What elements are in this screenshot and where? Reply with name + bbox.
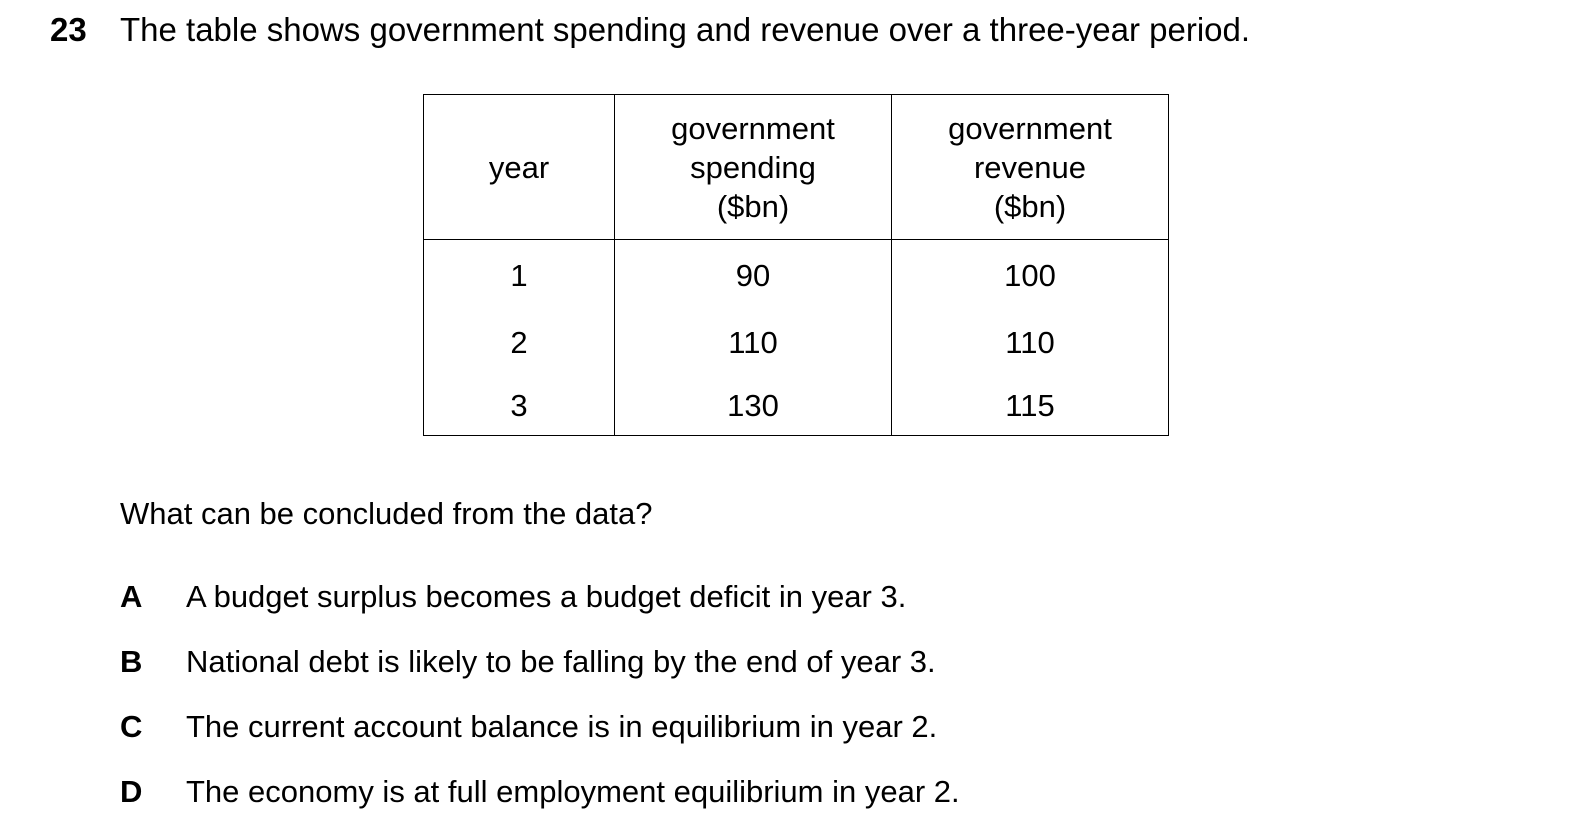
cell-revenue: 115: [892, 375, 1169, 436]
spending-revenue-table: [423, 94, 1169, 436]
table-row: [424, 375, 1169, 436]
option-letter: C: [120, 709, 143, 744]
option-text: National debt is likely to be falling by the end of year 3.: [186, 644, 936, 679]
header-year: [424, 95, 615, 240]
table-header-row: [424, 95, 1169, 240]
cell-year: 3: [424, 375, 615, 436]
header-spending-line-3: ($bn): [716, 188, 790, 224]
option-letter: A: [120, 579, 143, 614]
cell-spending: 90: [615, 240, 892, 311]
header-government-spending: [615, 95, 892, 240]
header-revenue-line-1: government: [948, 110, 1112, 146]
option-letter: B: [120, 644, 143, 679]
question-number: 23: [50, 11, 87, 48]
option-text: The economy is at full employment equilibrium in year 2.: [186, 774, 960, 809]
cell-year: 1: [424, 240, 615, 311]
question-prompt: What can be concluded from the data?: [120, 496, 653, 531]
cell-spending: 130: [615, 375, 892, 436]
question-stem: The table shows government spending and revenue over a three-year period.: [120, 11, 1251, 48]
option-text: A budget surplus becomes a budget deficit in year 3.: [186, 579, 907, 614]
cell-year: 2: [424, 310, 615, 375]
header-revenue-line-2: revenue: [973, 149, 1087, 185]
header-spending-line-2: spending: [690, 149, 816, 185]
header-government-revenue: [892, 95, 1169, 240]
header-spending-line-1: government: [671, 110, 835, 146]
cell-revenue: 100: [892, 240, 1169, 311]
header-year-line-1: year: [488, 149, 550, 185]
cell-revenue: 110: [892, 310, 1169, 375]
table-row: [424, 310, 1169, 375]
option-text: The current account balance is in equilibrium in year 2.: [186, 709, 938, 744]
cell-spending: 110: [615, 310, 892, 375]
header-revenue-line-3: ($bn): [993, 188, 1067, 224]
table-row: [424, 240, 1169, 311]
option-letter: D: [120, 774, 143, 809]
